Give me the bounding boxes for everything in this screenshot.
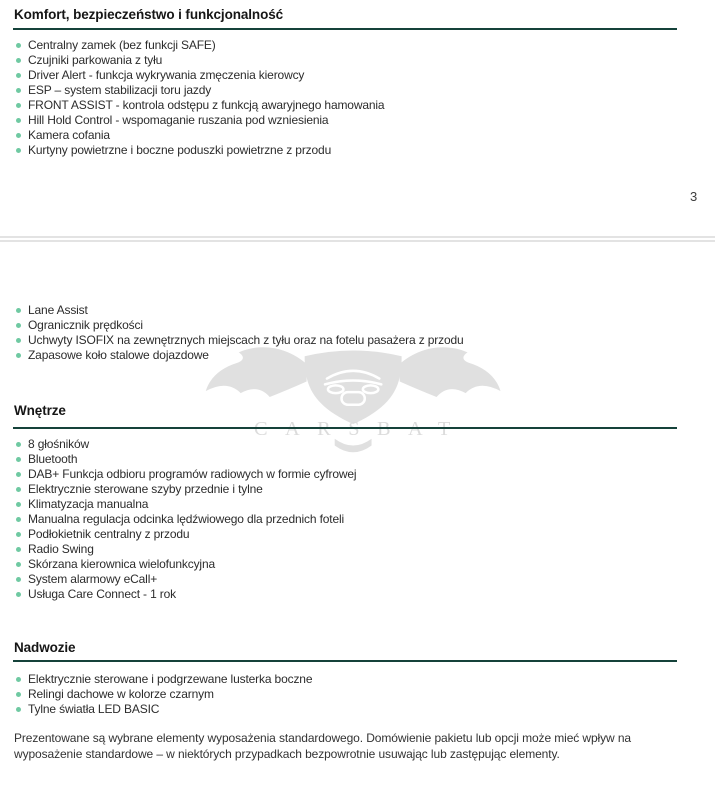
section-rule-wnetrze [13,427,677,429]
bullet-icon [16,353,21,358]
komfort-list [16,38,678,158]
list-item-label: Skórzana kierownica wielofunkcyjna [28,557,215,571]
list-item [16,702,678,717]
list-item [16,303,678,318]
list-item [16,143,678,158]
list-item [16,687,678,702]
komfort-continued-list [16,303,678,363]
list-item-label: Elektrycznie sterowane i podgrzewane lusterka boczne [28,672,313,686]
list-item-label: Bluetooth [28,452,78,466]
list-item [16,83,678,98]
bullet-icon [16,677,21,682]
nadwozie-list [16,672,678,717]
list-item-label: Relingi dachowe w kolorze czarnym [28,687,214,701]
list-item [16,437,678,452]
bullet-icon [16,707,21,712]
list-item-label: Klimatyzacja manualna [28,497,149,511]
bullet-icon [16,592,21,597]
list-item [16,587,678,602]
list-item [16,348,678,363]
section-title-komfort: Komfort, bezpieczeństwo i funkcjonalność [14,7,284,22]
section-rule-nadwozie [13,660,677,662]
bullet-icon [16,308,21,313]
list-item [16,482,678,497]
list-item-label: Radio Swing [28,542,94,556]
list-item [16,68,678,83]
list-item-label: Lane Assist [28,303,88,317]
bullet-icon [16,532,21,537]
list-item-label: DAB+ Funkcja odbioru programów radiowych w formie cyfrowej [28,467,357,481]
page-break-line [0,236,715,238]
bullet-icon [16,88,21,93]
list-item [16,497,678,512]
list-item-label: Czujniki parkowania z tyłu [28,53,163,67]
page-number: 3 [690,189,698,204]
section-rule-komfort [13,28,677,30]
list-item [16,333,678,348]
bullet-icon [16,502,21,507]
bullet-icon [16,323,21,328]
list-item [16,113,678,128]
list-item-label: System alarmowy eCall+ [28,572,158,586]
list-item [16,467,678,482]
bullet-icon [16,58,21,63]
bullet-icon [16,133,21,138]
list-item [16,38,678,53]
bullet-icon [16,562,21,567]
list-item [16,128,678,143]
list-item-label: Centralny zamek (bez funkcji SAFE) [28,38,216,52]
list-item-label: Kamera cofania [28,128,110,142]
list-item [16,542,678,557]
bullet-icon [16,148,21,153]
footnote-text: Prezentowane są wybrane elementy wyposażenia standardowego. Domówienie pakietu lub opcji może mieć wpływ na wyposażenie standardowe – w niektórych przypadkach bezpowrotnie usuwając lub zastępując elementy. [14,731,631,761]
list-item [16,572,678,587]
list-item [16,452,678,467]
list-item-label: Elektrycznie sterowane szyby przednie i tylne [28,482,263,496]
bullet-icon [16,577,21,582]
bullet-icon [16,487,21,492]
list-item-label: Hill Hold Control - wspomaganie ruszania pod wzniesienia [28,113,329,127]
list-item-label: Podłokietnik centralny z przodu [28,527,190,541]
bullet-icon [16,73,21,78]
wnetrze-list [16,437,678,602]
bullet-icon [16,517,21,522]
bullet-icon [16,692,21,697]
list-item [16,512,678,527]
list-item-label: Tylne światła LED BASIC [28,702,160,716]
section-title-nadwozie: Nadwozie [14,640,76,655]
bullet-icon [16,472,21,477]
list-item-label: 8 głośników [28,437,90,451]
section-title-wnetrze: Wnętrze [14,403,66,418]
list-item-label: Ogranicznik prędkości [28,318,143,332]
list-item-label: Zapasowe koło stalowe dojazdowe [28,348,209,362]
bullet-icon [16,442,21,447]
list-item-label: ESP – system stabilizacji toru jazdy [28,83,212,97]
bullet-icon [16,43,21,48]
list-item [16,53,678,68]
page-break-line [0,240,715,242]
bullet-icon [16,118,21,123]
list-item [16,318,678,333]
bullet-icon [16,338,21,343]
list-item-label: Kurtyny powietrzne i boczne poduszki powietrzne z przodu [28,143,332,157]
list-item-label: Manualna regulacja odcinka lędźwiowego dla przednich foteli [28,512,345,526]
list-item-label: Usługa Care Connect - 1 rok [28,587,177,601]
list-item [16,527,678,542]
list-item [16,98,678,113]
list-item [16,672,678,687]
list-item [16,557,678,572]
bullet-icon [16,457,21,462]
bullet-icon [16,547,21,552]
bullet-icon [16,103,21,108]
list-item-label: Uchwyty ISOFIX na zewnętrznych miejscach z tyłu oraz na fotelu pasażera z przodu [28,333,464,347]
list-item-label: FRONT ASSIST - kontrola odstępu z funkcją awaryjnego hamowania [28,98,385,112]
page-break-divider [0,236,715,242]
list-item-label: Driver Alert - funkcja wykrywania zmęczenia kierowcy [28,68,305,82]
